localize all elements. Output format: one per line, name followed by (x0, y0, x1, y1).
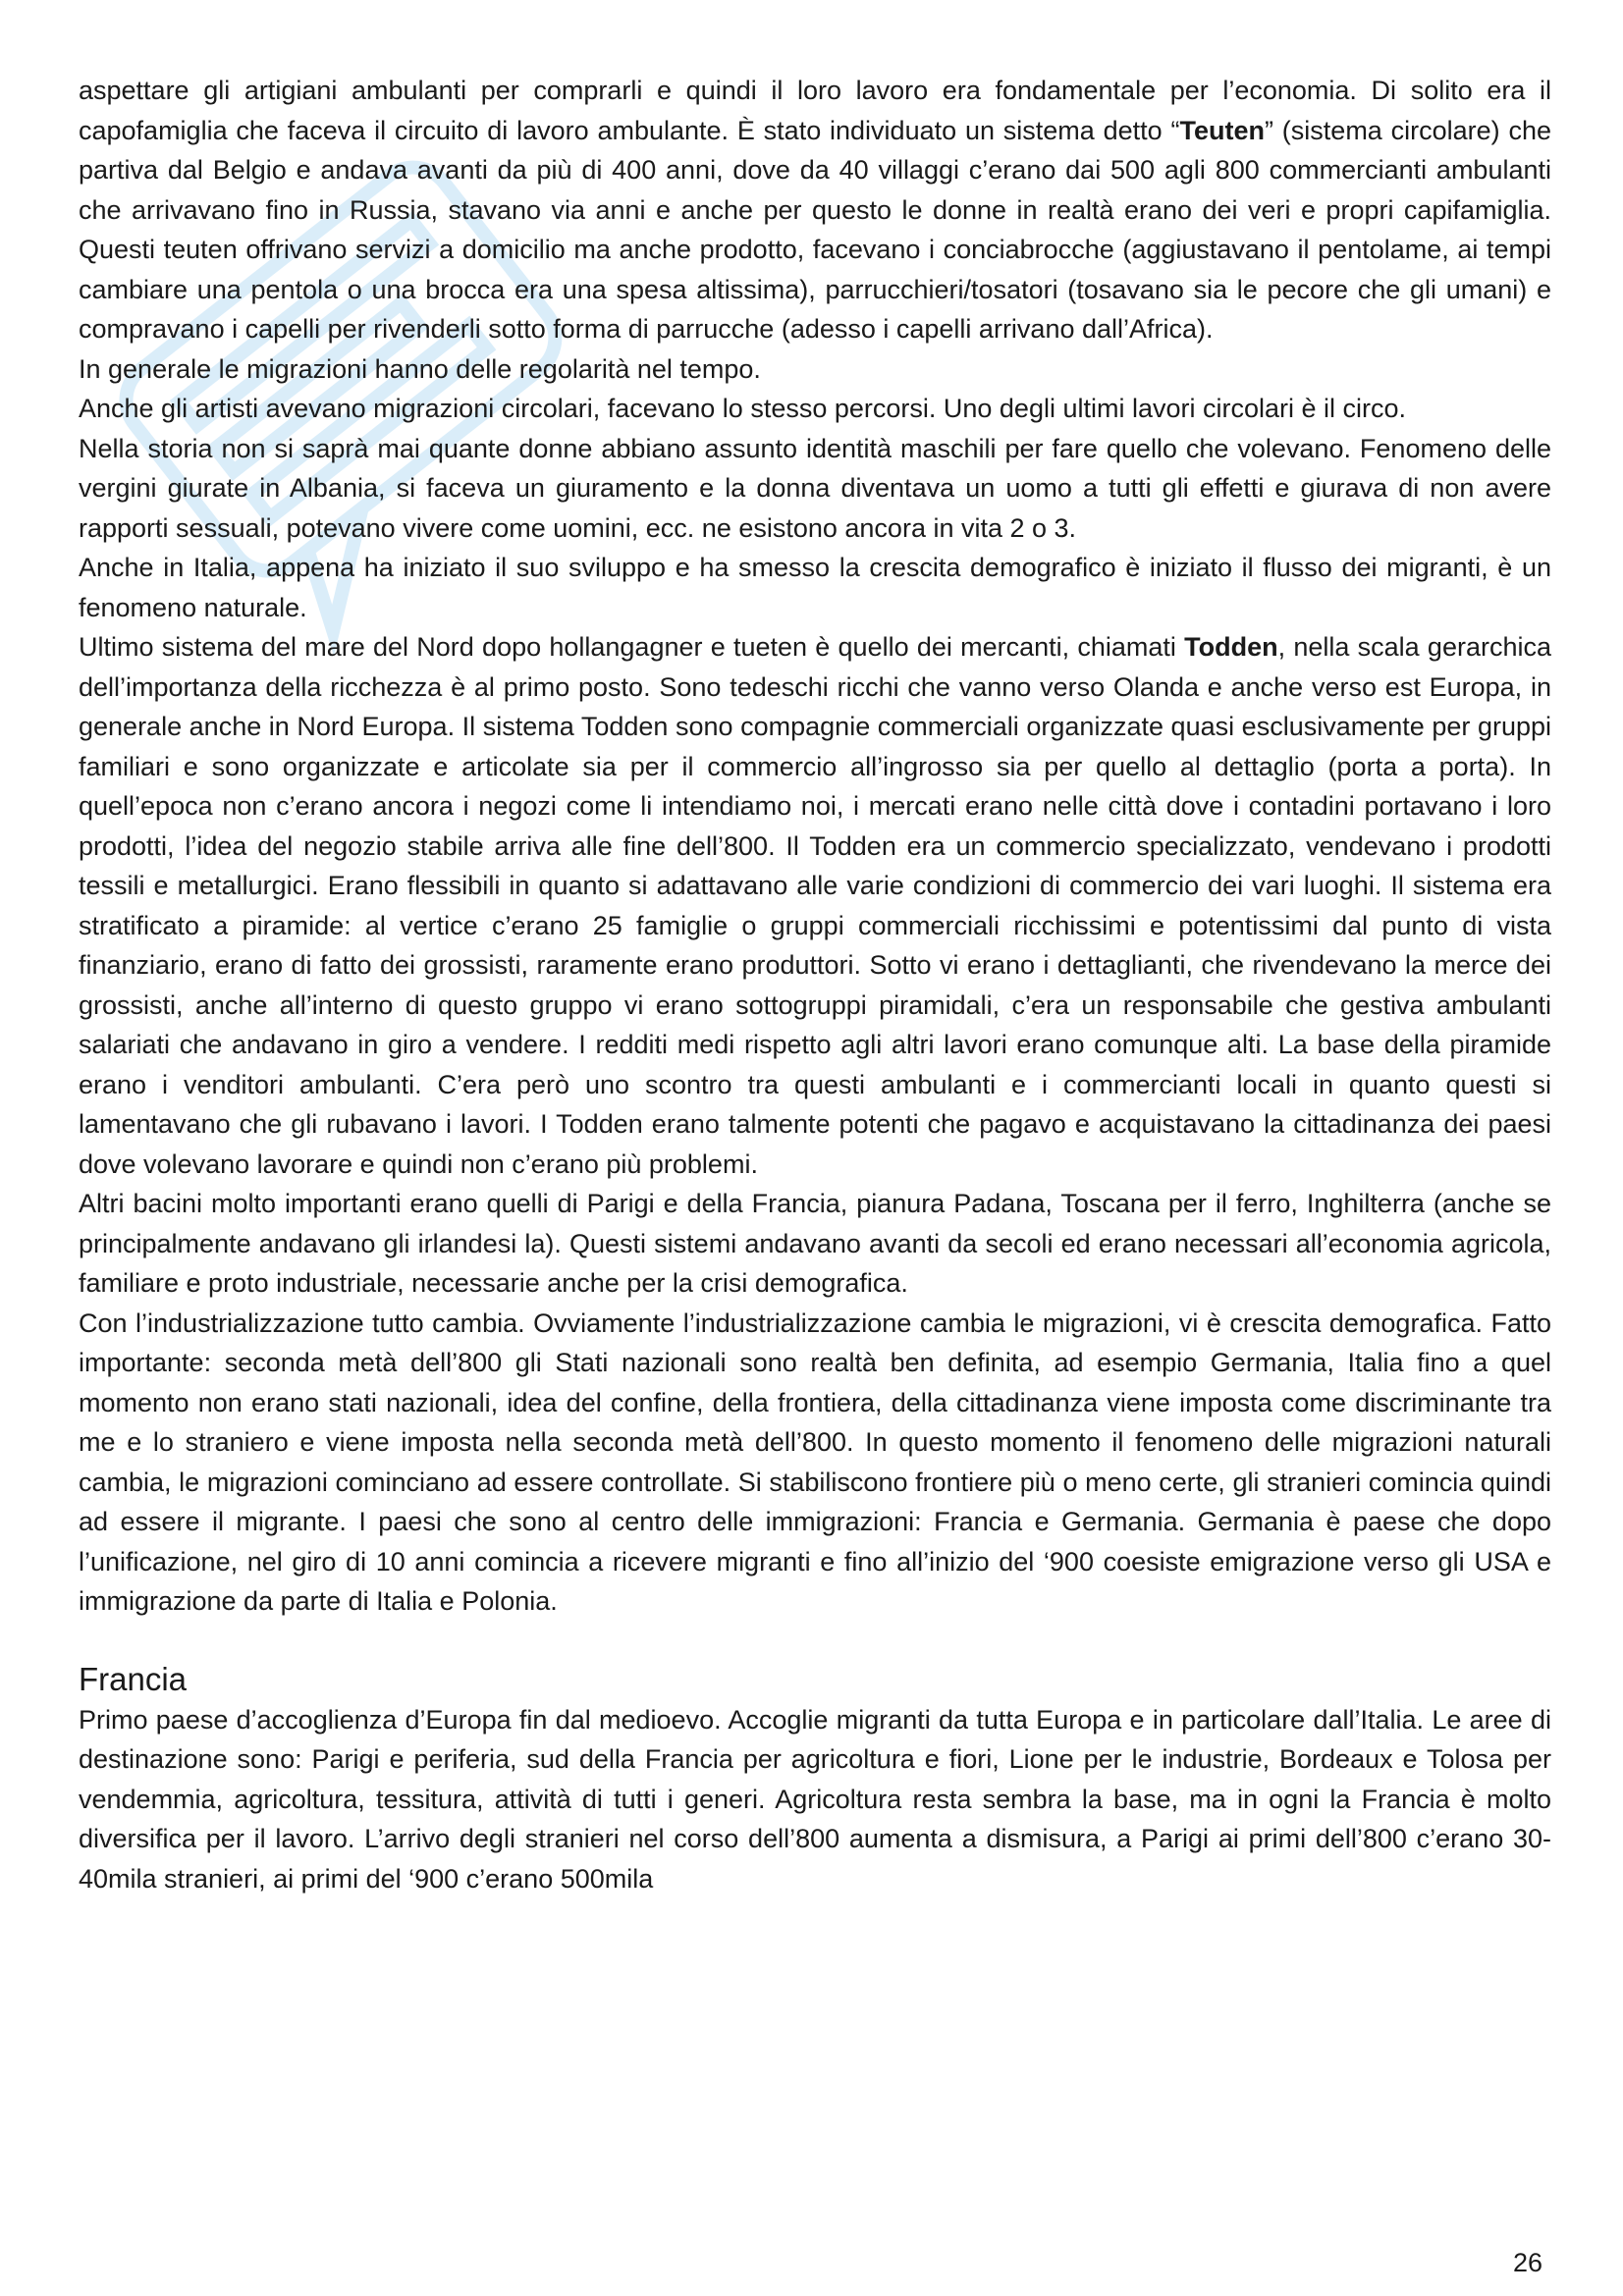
paragraph-text: Anche gli artisti avevano migrazioni circolari, facevano lo stesso percorsi. Uno degli ultimi lavori circolari è il circo. (79, 394, 1407, 423)
paragraph-text: ” (sistema circolare) che partiva dal Belgio e andava avanti da più di 400 anni, dove da 40 villaggi c’erano dai 500 agli 800 commercianti ambulanti che arrivavano fino in Russia, stavano via anni e anche per questo le donne in realtà erano dei veri e propri capifamiglia. Questi teuten offrivano servizi a domicilio ma anche prodotto, facevano i conciabrocche (aggiustavano il pentolame, ai tempi cambiare una pentola o una brocca era una spesa altissima), parrucchieri/tosatori (tosavano sia le pecore che gli umani) e compravano i capelli per rivenderli sotto forma di parrucche (adesso i capelli arrivano dall’Africa). (79, 115, 1552, 344)
paragraph (79, 1304, 1551, 1622)
paragraph-text: Primo paese d’accoglienza d’Europa fin dal medioevo. Accoglie migranti da tutta Europa e in particolare dall’Italia. Le aree di destinazione sono: Parigi e periferia, sud della Francia per agricoltura e fiori, Lione per le industrie, Bordeaux e Tolosa per vendemmia, agricoltura, tessitura, attività di tutti i generi. Agricoltura resta sembra la base, ma in ogni la Francia è molto diversifica per il lavoro. L’arrivo degli stranieri nel corso dell’800 aumenta a dismisura, a Parigi ai primi dell’800 c’erano 30-40mila stranieri, ai primi del ‘900 c’erano 500mila (79, 1704, 1551, 1894)
bold-term: Todden (1184, 632, 1278, 662)
paragraph-text: Con l’industrializzazione tutto cambia. Ovviamente l’industrializzazione cambia le migrazioni, vi è crescita demografica. Fatto importante: seconda metà dell’800 gli Stati nazionali sono realtà ben definita, ad esempio Germania, Italia fino a quel momento non erano stati nazionali, idea del confine, della frontiera, della cittadinanza viene imposta come discriminante tra me e lo straniero e viene imposta nella seconda metà dell’800. In questo momento il fenomeno delle migrazioni naturali cambia, le migrazioni cominciano ad essere controllate. Si stabiliscono frontiere più o meno certe, gli stranieri comincia quindi ad essere il migrante. I paesi che sono al centro delle immigrazioni: Francia e Germania. Germania è paese che dopo l’unificazione, nel giro di 10 anni comincia a ricevere migranti e fino all’inizio del ‘900 coesiste emigrazione verso gli USA e immigrazione da parte di Italia e Polonia. (79, 1308, 1551, 1616)
page-number: 26 (1512, 2248, 1542, 2277)
paragraph-text: Altri bacini molto importanti erano quelli di Parigi e della Francia, pianura Padana, Toscana per il ferro, Inghilterra (anche se principalmente andavano gli irlandesi la). Questi sistemi andavano avanti da secoli ed erano necessari all’economia agricola, familiare e proto industriale, necessarie anche per la crisi demografica. (79, 1189, 1551, 1298)
paragraph (79, 548, 1551, 627)
paragraph (79, 71, 1551, 349)
paragraph (79, 349, 1551, 390)
paragraphs-before-heading (79, 71, 1551, 1622)
paragraph (79, 389, 1551, 429)
paragraph (79, 627, 1551, 1184)
section-heading: Francia (79, 1660, 188, 1697)
paragraph-text: , nella scala gerarchica dell’importanza della ricchezza è al primo posto. Sono tedeschi ricchi che vanno verso Olanda e anche verso est Europa, in generale anche in Nord Europa. Il sistema Todden sono compagnie commerciali organizzate quasi esclusivamente per gruppi familiari e sono organizzate e articolate sia per il commercio all’ingrosso sia per quello al dettaglio (porta a porta). In quell’epoca non c’erano ancora i negozi come li intendiamo noi, i mercati erano nelle città dove i contadini portavano i loro prodotti, l’idea del negozio stabile arriva alle fine dell’800. Il Todden era un commercio specializzato, vendevano i prodotti tessili e metallurgici. Erano flessibili in quanto si adattavano alle varie condizioni di commercio dei vari luoghi. Il sistema era stratificato a piramide: al vertice c’erano 25 famiglie o gruppi commerciali ricchissimi e potentissimi dal punto di vista finanziario, erano di fatto dei grossisti, raramente erano produttori. Sotto vi erano i dettaglianti, che rivendevano la merce dei grossisti, anche all’interno di questo gruppo vi erano sottogruppi piramidali, c’era un responsabile che gestiva ambulanti salariati che andavano in giro a vendere. I redditi medi rispetto agli altri lavori erano comunque alti. La base della piramide erano i venditori ambulanti. C’era però uno scontro tra questi ambulanti e i commercianti locali in quanto questi si lamentavano che gli rubavano i lavori. I Todden erano talmente potenti che pagavo e acquistavano la cittadinanza dei paesi dove volevano lavorare e quindi non c’erano più problemi. (79, 632, 1551, 1179)
paragraph-text: Ultimo sistema del mare del Nord dopo hollangagner e tueten è quello dei mercanti, chiamati (79, 632, 1185, 662)
paragraph (79, 1184, 1551, 1304)
paragraph (79, 1700, 1551, 1899)
paragraph-text: aspettare gli artigiani ambulanti per comprarli e quindi il loro lavoro era fondamentale per l’economia. Di solito era il capofamiglia che faceva il circuito di lavoro ambulante. È stato individuato un sistema detto “ (79, 76, 1551, 145)
paragraph-text: In generale le migrazioni hanno delle regolarità nel tempo. (79, 353, 761, 384)
paragraphs-after-heading (79, 1700, 1551, 1899)
paragraph (79, 429, 1551, 549)
document-body (79, 71, 1551, 1898)
paragraph-text: Anche in Italia, appena ha iniziato il suo sviluppo e ha smesso la crescita demografico è iniziato il flusso dei migranti, è un fenomeno naturale. (79, 553, 1551, 622)
paragraph-text: Nella storia non si saprà mai quante donne abbiano assunto identità maschili per fare quello che volevano. Fenomeno delle vergini giurate in Albania, si faceva un giuramento e la donna diventava un uomo a tutti gli effetti e giurava di non avere rapporti sessuali, potevano vivere come uomini, ecc. ne esistono ancora in vita 2 o 3. (79, 433, 1551, 543)
bold-term: Teuten (1179, 115, 1265, 145)
